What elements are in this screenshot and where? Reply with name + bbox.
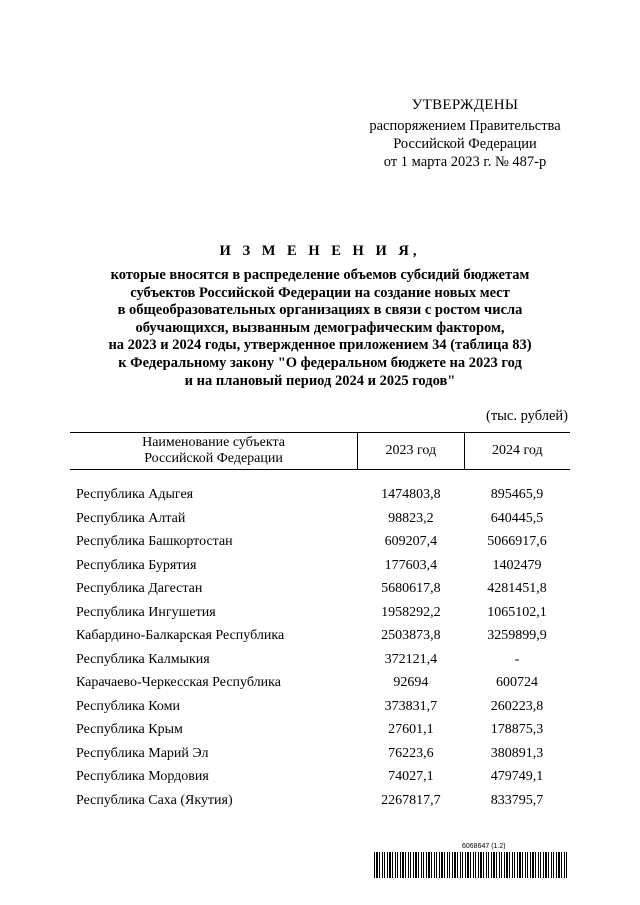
- value-2024-cell: 895465,9: [490, 487, 544, 502]
- region-name-cell: Республика Коми: [76, 698, 180, 714]
- region-name-cell: Республика Бурятия: [76, 557, 197, 573]
- subsidy-table: [70, 432, 570, 812]
- table-row: [70, 648, 570, 672]
- header-region-line-2: Российской Федерации: [144, 451, 283, 466]
- region-name-cell: Республика Башкортостан: [76, 534, 233, 549]
- approval-line-3: от 1 марта 2023 г. № 487-р: [383, 154, 547, 170]
- subtitle-line: в общеобразовательных организациях в связи с ростом числа: [117, 302, 523, 319]
- table-row: [70, 671, 570, 695]
- value-2023-cell: 27601,1: [388, 722, 434, 737]
- header-region-name: [70, 433, 358, 470]
- table-body: [70, 470, 570, 813]
- table-row: [70, 742, 570, 766]
- value-2024-cell: 479749,1: [490, 769, 544, 784]
- document-title: И З М Е Н Е Н И Я,: [219, 243, 421, 259]
- value-2023-cell: 1958292,2: [381, 604, 441, 620]
- value-2024-cell: 260223,8: [490, 698, 544, 714]
- subtitle-line: субъектов Российской Федерации на создание новых мест: [130, 284, 510, 301]
- region-name-cell: Республика Алтай: [76, 510, 186, 526]
- value-2023-cell: 1474803,8: [381, 487, 441, 502]
- value-2024-cell: 178875,3: [490, 722, 544, 737]
- value-2024-cell: 640445,5: [490, 510, 544, 526]
- barcode: [374, 852, 568, 878]
- table-header-row: [70, 433, 570, 470]
- region-name-cell: Республика Калмыкия: [76, 651, 210, 667]
- table-row: [70, 789, 570, 813]
- value-2023-cell: 98823,2: [388, 510, 434, 526]
- table-row: [70, 695, 570, 719]
- value-2023-cell: 609207,4: [384, 534, 438, 549]
- value-2023-cell: 373831,7: [384, 698, 438, 714]
- subtitle-line: обучающихся, вызванным демографическим фактором,: [135, 319, 505, 336]
- approval-heading: УТВЕРЖДЕНЫ: [411, 97, 519, 113]
- approval-line-1: распоряжением Правительства: [369, 118, 561, 134]
- value-2024-cell: 5066917,6: [487, 534, 547, 549]
- value-2024-cell: 3259899,9: [487, 628, 547, 643]
- value-2023-cell: 74027,1: [388, 769, 434, 784]
- region-name-cell: Республика Мордовия: [76, 769, 209, 784]
- value-2023-cell: 5680617,8: [381, 581, 441, 596]
- region-name-cell: Республика Марий Эл: [76, 745, 209, 761]
- value-2024-cell: 600724: [496, 675, 539, 690]
- document-subtitle: [70, 267, 570, 390]
- unit-label: (тыс. рублей): [486, 408, 568, 424]
- region-name-cell: Республика Адыгея: [76, 487, 194, 502]
- region-name-cell: Карачаево-Черкесская Республика: [76, 675, 281, 690]
- region-name-cell: Республика Крым: [76, 722, 183, 737]
- region-name-cell: Кабардино-Балкарская Республика: [76, 628, 285, 643]
- value-2024-cell: 833795,7: [490, 792, 544, 808]
- region-name-cell: Республика Дагестан: [76, 581, 203, 596]
- value-2023-cell: 76223,6: [388, 745, 434, 761]
- table-row: [70, 507, 570, 531]
- header-year-2023: 2023 год: [358, 433, 464, 470]
- subtitle-line: к Федеральному закону "О федеральном бюджете на 2023 год: [118, 354, 522, 371]
- barcode-label: 6068647 (1.2): [462, 843, 506, 850]
- table-row: [70, 554, 570, 578]
- table-row: [70, 718, 570, 742]
- value-2023-cell: 372121,4: [384, 651, 438, 667]
- value-2024-cell: 1402479: [492, 557, 542, 573]
- region-name-cell: Республика Ингушетия: [76, 604, 216, 620]
- region-name-cell: Республика Саха (Якутия): [76, 792, 233, 808]
- subtitle-line: и на плановый период 2024 и 2025 годов": [184, 372, 456, 389]
- value-2023-cell: 2503873,8: [381, 628, 441, 643]
- table-row: [70, 483, 570, 507]
- header-year-2024: 2024 год: [464, 433, 570, 470]
- value-2024-cell: 4281451,8: [487, 581, 547, 596]
- value-2023-cell: 2267817,7: [381, 792, 441, 808]
- table-row: [70, 601, 570, 625]
- subtitle-line: которые вносятся в распределение объемов субсидий бюджетам: [110, 267, 530, 283]
- table-row: [70, 577, 570, 601]
- approval-block: [340, 96, 590, 171]
- value-2024-cell: -: [514, 651, 520, 667]
- value-2023-cell: 177603,4: [384, 557, 438, 573]
- approval-line-2: Российской Федерации: [393, 136, 537, 152]
- header-region-line-1: Наименование субъекта: [142, 435, 286, 450]
- table-row: [70, 765, 570, 789]
- value-2024-cell: 380891,3: [490, 745, 544, 761]
- table-spacer: [70, 470, 570, 484]
- table-row: [70, 624, 570, 648]
- subtitle-line: на 2023 и 2024 годы, утвержденное приложением 34 (таблица 83): [108, 337, 532, 354]
- value-2023-cell: 92694: [393, 675, 429, 690]
- table-row: [70, 530, 570, 554]
- value-2024-cell: 1065102,1: [487, 604, 547, 620]
